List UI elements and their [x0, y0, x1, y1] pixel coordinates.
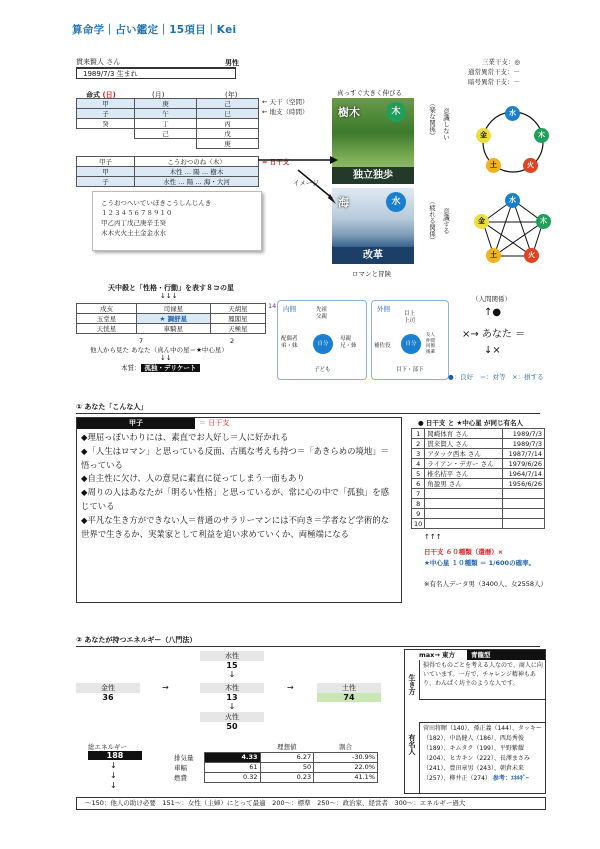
earth-node: 土: [486, 158, 501, 173]
style-famous-text: 菅田将暉（140）、孫正義（144）、タッキー（182）、中島健人（186）、西島秀俊（189）、キムタク（199）、平野紫耀（204）、ヒカキン（222）、長澤まさみ（241）、豊田章男（243）、朝倉未来（257）、柳井正（274）: [423, 725, 542, 782]
cell: 1956/6/26: [503, 479, 545, 489]
famous-heading: [418, 418, 523, 427]
metal-label: 金性: [76, 683, 140, 693]
earth-box: [317, 683, 381, 702]
wood-label: 木性: [200, 683, 264, 693]
section1-box: [76, 417, 402, 603]
famous-note2: ★中心星 １０種類 ＝ 1/600の確率。: [424, 559, 536, 567]
cell: 10: [412, 519, 425, 529]
cell: 癸: [77, 119, 135, 129]
cell: 己: [135, 129, 197, 139]
cell: 天胡星: [210, 304, 265, 314]
style-header: [405, 650, 545, 660]
wood-node: 木: [534, 128, 549, 143]
cell: 戌亥: [77, 304, 137, 314]
earth-node: 土: [486, 248, 501, 263]
profile-name: 貫来賢人 さん: [76, 57, 236, 68]
cell: アタック西本 さん: [425, 449, 503, 459]
cell: [503, 499, 545, 509]
tenkan-text: ← 天干（空間）: [262, 98, 309, 106]
relation-down: ↓×: [484, 345, 501, 356]
meishiki-year: (年): [225, 91, 238, 99]
photo-caption-top: 真っすぐ大きく伸びる: [337, 89, 402, 97]
energy-scale: ～150：他人の助け必要 151～：女性（主婦）にとって最適 200～：標準 250～：政治家、経営者 300～：エネルギー過大: [76, 797, 546, 810]
kanshi-legend: [440, 57, 520, 87]
ref-line1: こうおつへいていぼきこうしんじんき: [101, 199, 212, 207]
famous-arrows: ↑↑↑: [424, 533, 442, 541]
cell: 燃費: [174, 773, 187, 782]
nikkan-reading: こうおつのね（木）: [135, 157, 259, 167]
right-arrow: →: [287, 683, 294, 692]
cell: 0.23: [260, 772, 314, 782]
cell: 水性 … 陽 … 海・大河: [135, 177, 259, 187]
nikkan-image: イメージ: [293, 179, 319, 187]
cell: 7: [412, 489, 425, 499]
hontai-value: 孤独・デリケート: [141, 364, 201, 372]
cell: 排気量: [174, 753, 194, 762]
style-famous: [419, 722, 546, 794]
wood-badge: 木: [386, 102, 406, 122]
arrowhead: [330, 156, 338, 164]
chishi-text: ← 地支（時間）: [262, 108, 309, 116]
cell: 6: [412, 479, 425, 489]
cell: 子: [77, 177, 135, 187]
legend-tsuijo: 通常異常干支：－: [468, 68, 520, 76]
water-node: 水: [505, 106, 520, 121]
cell: 己: [197, 99, 259, 109]
others-view: 他人から見た あなた（真ん中の星＝★中心星）: [90, 346, 228, 354]
cell: [503, 519, 545, 529]
tree-title: 樹木: [338, 106, 360, 119]
style-box: [404, 649, 546, 794]
tree-photo: [332, 98, 414, 184]
meishiki-table: [76, 98, 259, 149]
outer-top: 目上 上司: [404, 311, 416, 324]
cell: 1989/7/3: [503, 429, 545, 439]
meishiki-notes: [262, 97, 309, 117]
cell: 甲: [77, 99, 135, 109]
outer-bottom: 目下・部下: [396, 367, 424, 373]
style-side1-text: 生き方: [408, 674, 416, 695]
inner-top: 先祖 父親: [316, 307, 328, 320]
cell: 司禄星: [137, 304, 211, 314]
meishiki-month: (月): [152, 91, 165, 99]
cell: 庚: [197, 139, 259, 149]
bullet: ◆理屈っぽいわりには、素直でお人好し＝人に好かれる: [81, 432, 289, 442]
cell: [425, 499, 503, 509]
inner-bottom: 子ども: [314, 367, 331, 373]
ref-line3: 甲乙丙丁戊己庚辛壬癸: [101, 219, 166, 227]
cell: 1989/7/3: [503, 439, 545, 449]
tenkan-note: [262, 97, 309, 107]
bullet: ◆自主性に欠け、人の意見に素直に従ってしまう一面もあり: [81, 473, 305, 484]
famous-table: [411, 428, 545, 529]
head: 割合: [339, 743, 353, 752]
relation-up: ↑●: [484, 307, 502, 318]
cell: 玉堂星: [77, 314, 137, 324]
sea-photo: [332, 188, 414, 264]
star-grid: [76, 303, 266, 334]
outer-title: 外側: [377, 305, 390, 313]
cell: 天恍星: [77, 324, 137, 334]
cell: 1979/6/26: [503, 459, 545, 469]
outer-diagram: [371, 300, 449, 380]
cell: 1: [412, 429, 425, 439]
head: 理想値: [277, 743, 297, 752]
water-value: 15: [226, 661, 238, 670]
cell: 天極星: [210, 324, 265, 334]
famous-heading-text: ● 日干支 と ★中心星 が同じ有名人: [418, 419, 524, 427]
inner-left: 配偶者 弟・妹: [281, 336, 298, 349]
bullet: ◆周りの人はあなたが「明るい性格」と思っているが、常に心の中で「孤独」を感じている: [81, 487, 389, 511]
photo-caption-bottom: ロマンと冒険: [352, 270, 391, 278]
cell: ライアン・デガー さん: [425, 459, 503, 469]
cell: 鳳閣星: [210, 314, 265, 324]
cell: 6.27: [260, 752, 314, 762]
star-n7: 7: [139, 337, 144, 345]
bullet: ◆「人生はロマン」と思っている反面、古風な考えも持つ＝「あきらめの境地」＝悟っている: [81, 445, 389, 470]
down-arrow: ↓: [228, 702, 236, 711]
cell: 午: [135, 109, 197, 119]
cell: 22.0%: [314, 762, 378, 772]
water-label: 水性: [200, 651, 264, 661]
style-side2-text: 有名人: [408, 734, 416, 755]
total-arrows: ↓ ↓ ↓: [110, 761, 117, 790]
reference-box: [92, 191, 262, 251]
cell: 5: [412, 469, 425, 479]
outer-left: 補佐役: [374, 343, 391, 349]
sea-title: 海: [338, 196, 349, 209]
fire-node: 火: [524, 248, 539, 263]
cell: 車幅: [174, 763, 187, 772]
cell: -30.9%: [314, 752, 378, 762]
ref-line2: １２３４５６７８９１０: [101, 209, 173, 217]
cell: 1987/7/14: [503, 449, 545, 459]
cell: [425, 509, 503, 519]
style-side1: [405, 660, 419, 722]
fire-value: 50: [226, 722, 238, 731]
cell: 丁: [135, 119, 197, 129]
style-desc: 損得でものごとを考える人なので、商人に向いています。一方で、チャレンジ精神もあり、わんぱく坊主のような人です。: [419, 660, 546, 700]
center-star: ★ 調舒星: [137, 314, 211, 324]
inner-diagram: [277, 300, 367, 380]
nikkan-kanshi: 甲子: [77, 157, 135, 167]
style-max: max→ 東方: [419, 651, 456, 659]
down-arrow: ↓: [228, 670, 236, 679]
cell: [503, 509, 545, 519]
relation-title: （人間関係）: [472, 295, 511, 303]
wheel-bottom-sub-label: 意識する: [442, 208, 450, 234]
water-box: [200, 651, 264, 679]
sea-banner: 改革: [332, 247, 414, 264]
cell: 3: [412, 449, 425, 459]
hontai-label: 本質：: [121, 364, 141, 372]
cell: 木性 … 陽 … 樹木: [135, 167, 259, 177]
cell: 41.1%: [314, 772, 378, 782]
cell: 61: [204, 762, 260, 772]
arrow-to-sea: [298, 170, 332, 198]
cell: 甲: [77, 167, 135, 177]
cell: 4.33: [204, 752, 260, 762]
page-title: 算命学｜占い鑑定｜15項目｜Kei: [72, 24, 237, 36]
inner-right: 母親 兄・姉: [340, 336, 357, 349]
cell: 4: [412, 459, 425, 469]
cell: [425, 489, 503, 499]
cell: 8: [412, 499, 425, 509]
cell: 丙: [197, 119, 259, 129]
wheel-top-label: （楽な関係）: [428, 100, 436, 139]
nikkan-table: [76, 156, 259, 187]
tree-banner: 独立独歩: [332, 167, 414, 184]
legend-anga: 暗号異常干支：－: [468, 78, 520, 86]
profile: [76, 57, 236, 79]
wheel-top-sub: [442, 108, 452, 141]
wheel-bottom-sub: [442, 208, 452, 234]
cell: 子: [77, 109, 135, 119]
meishiki-day: (日): [102, 91, 116, 99]
cell: 庚: [135, 99, 197, 109]
wheel-bottom-label: （疲れる関係）: [428, 198, 436, 244]
legend-sangyou: 三業干支：◎: [481, 58, 520, 66]
meishiki-title: 命式: [86, 91, 100, 99]
cell: 2: [412, 439, 425, 449]
cell: 0.32: [204, 772, 260, 782]
tenchu-arrows: ↓↓↓: [160, 292, 178, 300]
relation-mid: ×→ あなた ＝: [462, 329, 526, 340]
section1-bullets: [77, 429, 401, 543]
cell: 車騎星: [137, 324, 211, 334]
connector-arrows: [258, 140, 338, 210]
cell: 9: [412, 509, 425, 519]
inner-title: 内側: [283, 305, 296, 313]
inner-self: 自分: [313, 334, 333, 354]
cell: 角盈男 さん: [425, 479, 503, 489]
cell: [425, 519, 503, 529]
section1-kanshi: 甲子: [77, 418, 195, 429]
energy-table: [172, 742, 378, 783]
total-label: 総エネルギー: [88, 743, 127, 751]
style-ref: 参考：ｴﾈﾙｷﾞｰ: [492, 775, 529, 782]
wheel-top-side: [428, 100, 440, 139]
cell: 50: [260, 762, 314, 772]
bullet: ◆平凡な生き方ができない人＝普通のサラリーマンには不向き＝学者など学術的な世界で生きるか、実業家として利益を追い求めていくか、両極端になる: [81, 514, 389, 539]
cell: 巳: [197, 109, 259, 119]
fire-node: 火: [523, 158, 538, 173]
wood-box: [200, 683, 264, 711]
metal-value: 36: [102, 693, 114, 702]
total-value: 188: [88, 751, 142, 760]
metal-box: [76, 683, 140, 702]
wheel-bottom-side: [428, 198, 440, 244]
cell: [503, 489, 545, 499]
profile-gender: 男性: [225, 59, 239, 67]
wheel-top-sub-label: 意識しない: [442, 108, 450, 141]
water-node: 水: [505, 193, 520, 208]
metal-node: 金: [474, 214, 489, 229]
style-side2: [405, 722, 419, 794]
outer-right: 友人 仲間 同僚 後輩: [426, 333, 435, 355]
famous-note3: ※有名人データ男（3400人、女2558人）: [424, 580, 548, 588]
right-arrow: →: [162, 683, 169, 692]
nikkan-label: = 日干支: [262, 158, 290, 166]
wood-node: 木: [536, 214, 551, 229]
ref-line4: 木木火火土土金金水水: [101, 229, 166, 237]
relation-legend: ●：良好 ＝：対等 ×：損する: [448, 373, 544, 381]
wood-value: 13: [226, 693, 238, 702]
head: [204, 742, 260, 752]
head: [172, 742, 204, 752]
fire-label: 火性: [200, 712, 264, 722]
water-badge: 水: [386, 192, 406, 212]
profile-birth: 1989/7/3 生まれ: [76, 68, 236, 79]
outer-self: 自分: [401, 334, 421, 354]
star-side-number: 14: [268, 302, 277, 310]
cell: 1964/7/14: [503, 469, 545, 479]
fire-box: [200, 712, 264, 731]
style-type: 青龍型: [467, 650, 545, 660]
cell: 岡崎体育 さん: [425, 429, 503, 439]
cell: 椎名桔平 さん: [425, 469, 503, 479]
cell: 戊: [197, 129, 259, 139]
earth-label: 土性: [317, 683, 381, 693]
others-arrows: ↓↓: [160, 354, 172, 362]
famous-note1: 日干支 ６０種類（還暦）×: [424, 548, 504, 556]
tenchu-title: 天中殺と「性格・行動」を表す８コの星: [108, 284, 234, 292]
section1-heading: ① あなた「こんな人」: [76, 402, 540, 414]
star-n2: 2: [230, 337, 235, 345]
section1-kanshi-row: [77, 418, 401, 429]
hontai-row: [121, 363, 200, 372]
section1-label: ＝ 日干支: [199, 419, 230, 427]
section2-heading: ② あなたが持つエネルギー（八門法）: [76, 635, 540, 647]
cell: 貫来賢人 さん: [425, 439, 503, 449]
chishi-note: [262, 107, 309, 117]
metal-node: 金: [476, 128, 491, 143]
earth-value: 74: [317, 693, 381, 702]
